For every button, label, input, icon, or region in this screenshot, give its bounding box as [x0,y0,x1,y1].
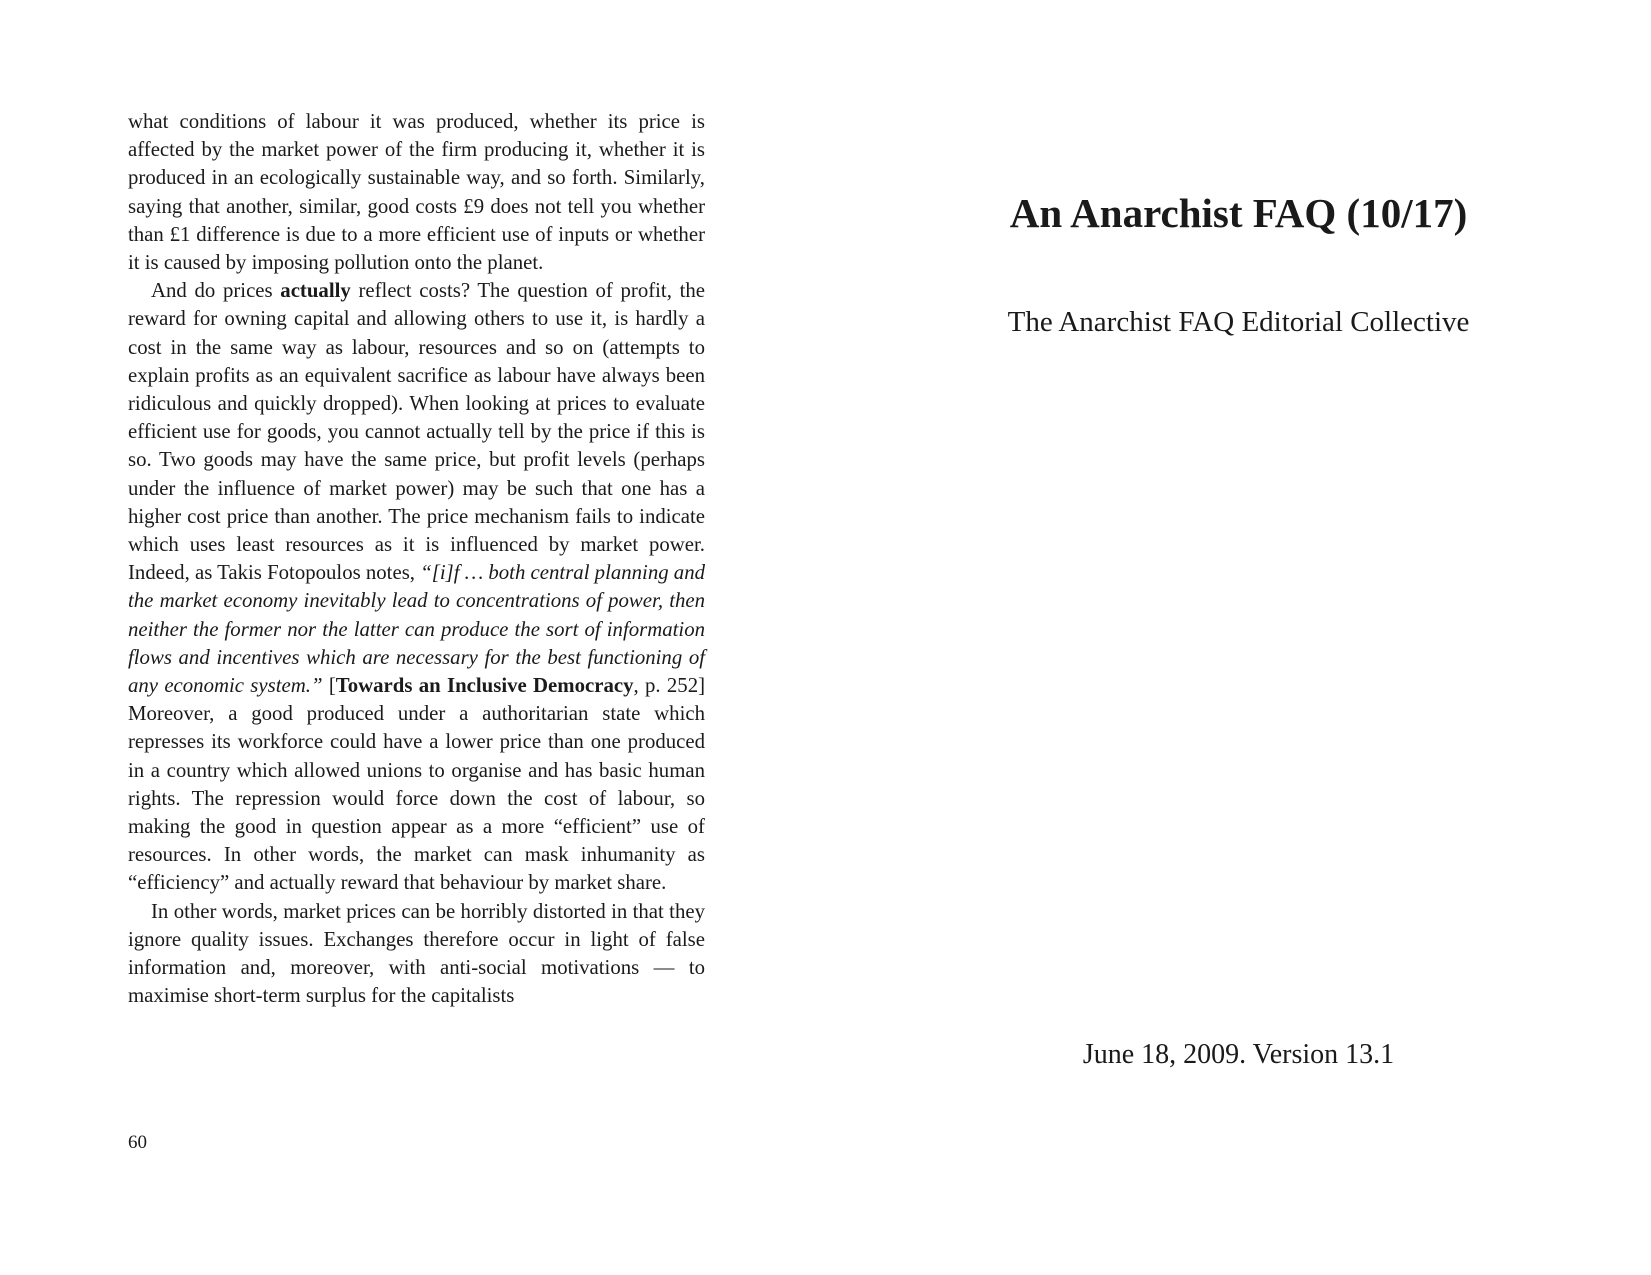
document-date: June 18, 2009. Version 13.1 [1082,1039,1395,1070]
paragraph-2-text-d: , p. 252] Moreover, a good produced under a authoritarian state which represses its workforce could have a lower price than one produced in a country which allowed unions to organise and has basic human rights. The repression would force down the cost of labour, so making the good in question appear as a more “efficient” use of resources. In other words, the market can mask inhumanity as “efficiency” and actually reward that behaviour by market share. [128,674,706,895]
paragraph-2-text-b: reflect costs? The question of profit, the reward for owning capital and allowing others to use it, is hardly a cost in the same way as labour, resources and so on (attempts to explain profits as an equivalent sacrifice as labour have always been ridiculous and quickly dropped). When looking at prices to evaluate efficient use for goods, you cannot actually tell by the price if this is so. Two goods may have the same price, but profit levels (perhaps under the influence of market power) may be such that one has a higher cost price than another. The price mechanism fails to indicate which uses least resources as it is influenced by market power. Indeed, as Takis Fotopoulos notes, [128,279,705,585]
paragraph-2-text-a: And do prices [151,279,281,303]
paragraph-2 [128,277,705,897]
document-author: The Anarchist FAQ Editorial Collective [1007,306,1470,338]
right-page [826,0,1651,1275]
paragraph-1: what conditions of labour it was produced, whether its price is affected by the market power of the firm producing it, whether it is produced in an ecologically sustainable way, and so forth. Similarly, saying that another, similar, good costs £9 does not tell you whether than £1 difference is due to a more efficient use of inputs or whether it is caused by imposing pollution onto the planet. [128,110,705,275]
page-number: 60 [128,1132,147,1153]
book-title: Towards an Inclusive Democracy [335,674,634,698]
left-page [0,0,825,1275]
paragraph-2-text-c: [ [322,674,336,698]
paragraph-3: In other words, market prices can be horribly distorted in that they ignore quality issues. Exchanges therefore occur in light of false information and, moreover, with anti-social motivations — to maximise short-term surplus for the capitalists [128,899,705,1008]
body-text [128,108,705,1011]
fotopoulos-quote: “[i]f … both central planning and the market economy inevitably lead to concentrations of power, then neither the former nor the latter can produce the sort of information flows and incentives which are necessary for the best functioning of any economic system.” [128,561,706,698]
document-title: An Anarchist FAQ (10/17) [1009,190,1468,236]
emphasis-actually: actually [280,279,351,303]
